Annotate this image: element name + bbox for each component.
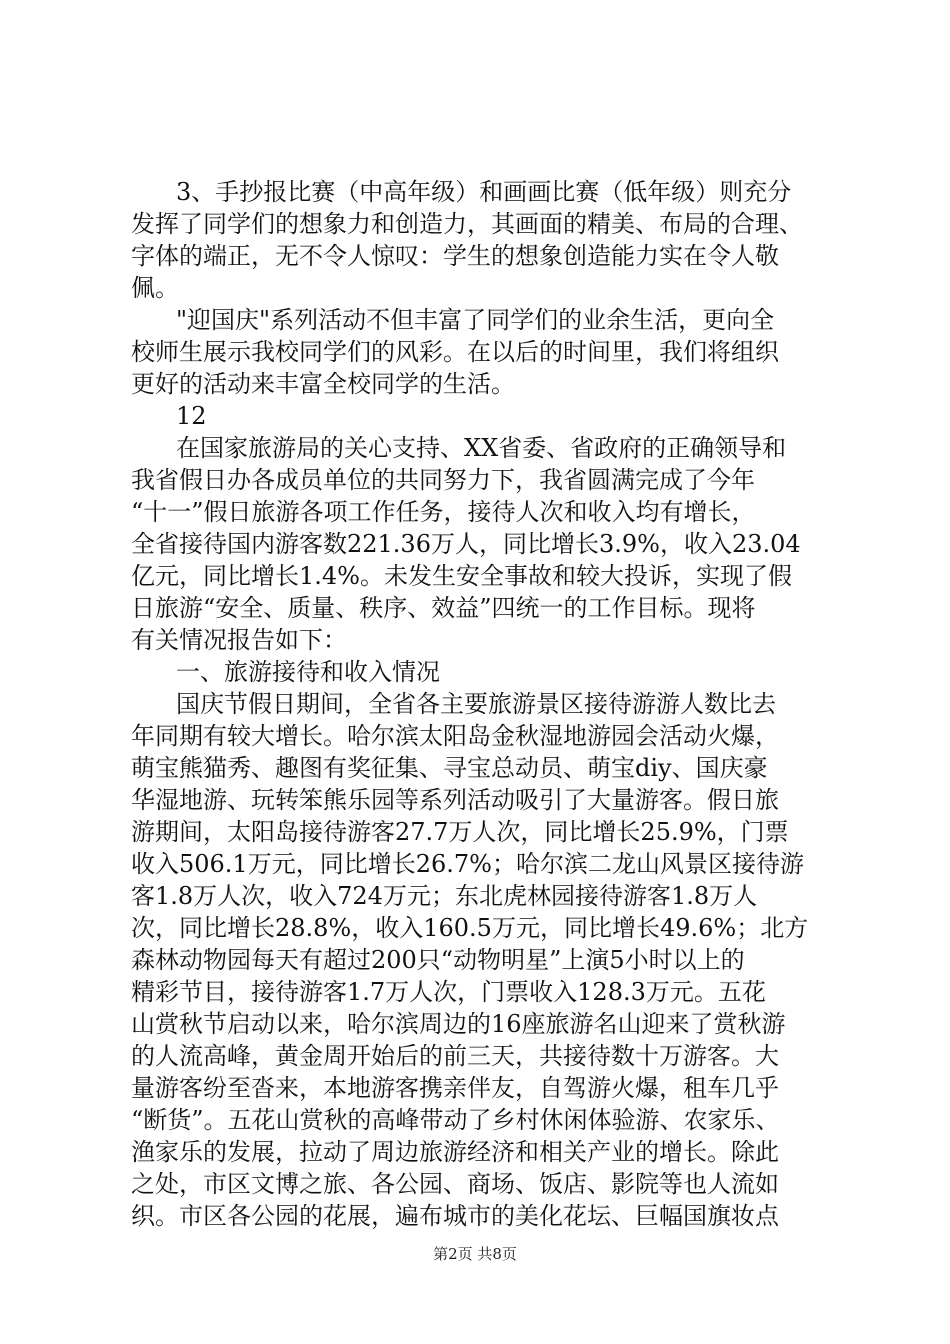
text-line: “断货”。五花山赏秋的高峰带动了乡村休闲体验游、农家乐、 bbox=[131, 1106, 780, 1134]
text-line: 有关情况报告如下： bbox=[131, 626, 347, 654]
text-line: “十一”假日旅游各项工作任务，接待人次和收入均有增长， bbox=[131, 498, 756, 526]
text-line: 发挥了同学们的想象力和创造力，其画面的精美、布局的合理、 bbox=[131, 210, 803, 238]
text-line: 全省接待国内游客数221.36万人，同比增长3.9%，收入23.04 bbox=[131, 530, 801, 558]
text-line: 字体的端正，无不令人惊叹：学生的想象创造能力实在令人敬 bbox=[131, 242, 779, 270]
text-line: 织。市区各公园的花展，遍布城市的美化花坛、巨幅国旗妆点 bbox=[131, 1202, 779, 1230]
text-line: 日旅游“安全、质量、秩序、效益”四统一的工作目标。现将 bbox=[131, 594, 756, 622]
text-line: 精彩节目，接待游客1.7万人次，门票收入128.3万元。五花 bbox=[131, 978, 766, 1006]
text-line: 萌宝熊猫秀、趣图有奖征集、寻宝总动员、萌宝diy、国庆豪 bbox=[131, 754, 768, 782]
page-number-footer: 第2页 共8页 bbox=[433, 1245, 517, 1263]
text-line: 华湿地游、玩转笨熊乐园等系列活动吸引了大量游客。假日旅 bbox=[131, 786, 779, 814]
text-line: 亿元，同比增长1.4%。未发生安全事故和较大投诉，实现了假 bbox=[131, 562, 792, 590]
text-line: 年同期有较大增长。哈尔滨太阳岛金秋湿地游园会活动火爆， bbox=[131, 722, 779, 750]
text-line: 的人流高峰，黄金周开始后的前三天，共接待数十万游客。大 bbox=[131, 1042, 779, 1070]
text-line: 渔家乐的发展，拉动了周边旅游经济和相关产业的增长。除此 bbox=[131, 1138, 779, 1166]
text-line: 3、手抄报比赛（中高年级）和画画比赛（低年级）则充分 bbox=[176, 178, 792, 206]
text-line: 校师生展示我校同学们的风彩。在以后的时间里，我们将组织 bbox=[131, 338, 779, 366]
text-line: 我省假日办各成员单位的共同努力下，我省圆满完成了今年 bbox=[131, 466, 755, 494]
text-line: 收入506.1万元，同比增长26.7%；哈尔滨二龙山风景区接待游 bbox=[131, 850, 804, 878]
text-line: 山赏秋节启动以来，哈尔滨周边的16座旅游名山迎来了赏秋游 bbox=[131, 1010, 786, 1038]
text-line: 客1.8万人次，收入724万元；东北虎林园接待游客1.8万人 bbox=[131, 882, 758, 910]
text-line: 之处，市区文博之旅、各公园、商场、饭店、影院等也人流如 bbox=[131, 1170, 779, 1198]
section-heading: 一、旅游接待和收入情况 bbox=[176, 658, 440, 686]
text-line: 森林动物园每天有超过200只“动物明星”上演5小时以上的 bbox=[131, 946, 745, 974]
text-line: 次，同比增长28.8%，收入160.5万元，同比增长49.6%；北方 bbox=[131, 914, 809, 942]
text-line: 佩。 bbox=[131, 274, 179, 302]
text-line: 量游客纷至沓来，本地游客携亲伴友，自驾游火爆，租车几乎 bbox=[131, 1074, 779, 1102]
text-line: 在国家旅游局的关心支持、XX省委、省政府的正确领导和 bbox=[176, 434, 787, 462]
text-line: 游期间，太阳岛接待游客27.7万人次，同比增长25.9%，门票 bbox=[131, 818, 789, 846]
text-line: 国庆节假日期间，全省各主要旅游景区接待游游人数比去 bbox=[176, 690, 776, 718]
text-line: "迎国庆"系列活动不但丰富了同学们的业余生活，更向全 bbox=[176, 306, 775, 334]
text-line: 更好的活动来丰富全校同学的生活。 bbox=[131, 370, 515, 398]
text-line: 12 bbox=[176, 402, 207, 430]
